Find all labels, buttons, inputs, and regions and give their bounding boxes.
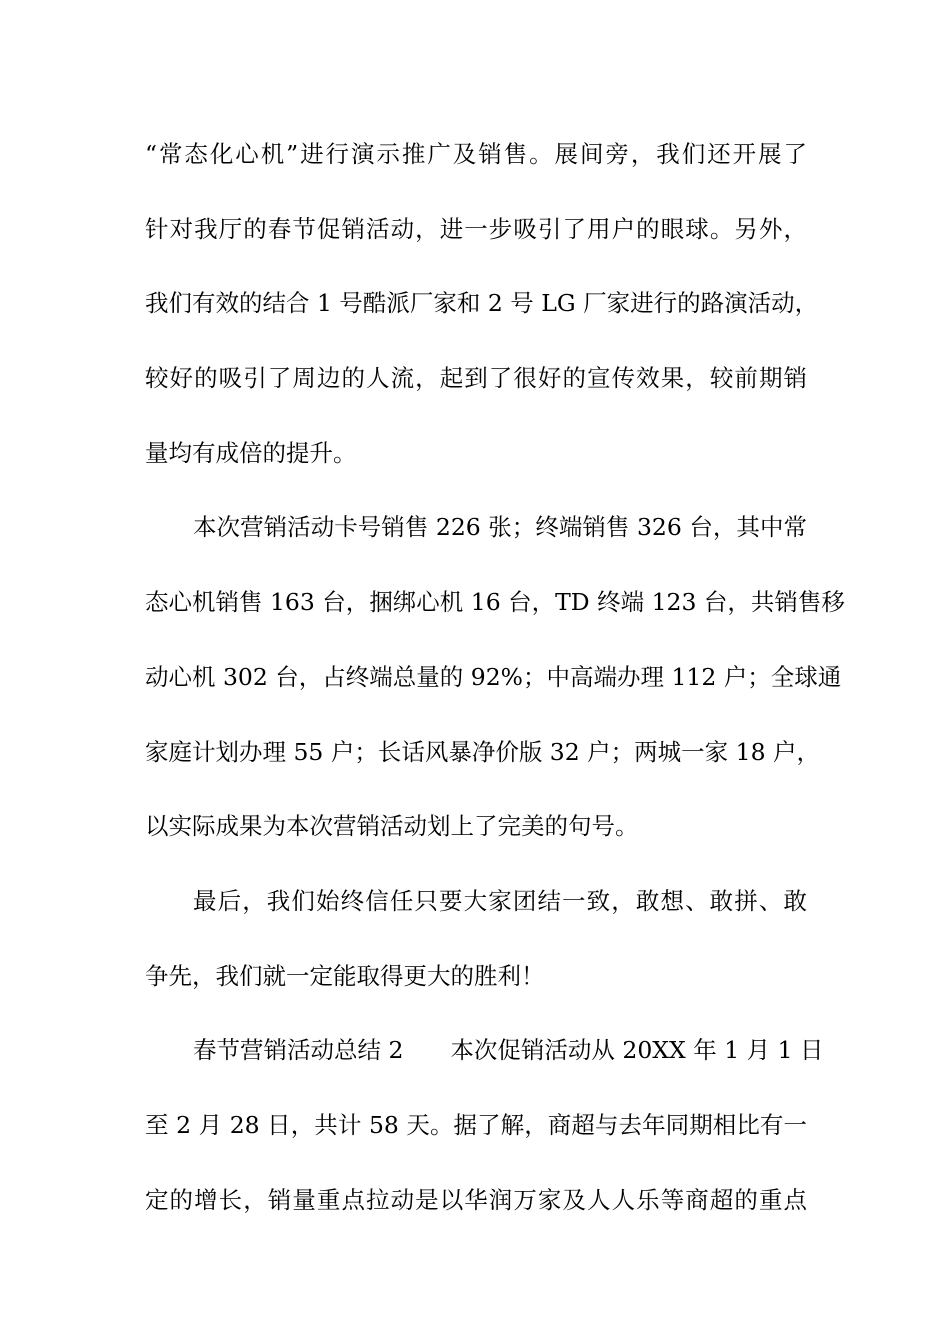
- text-line: 动心机 302 台，占终端总量的 92%；中高端办理 112 户；全球通: [145, 662, 842, 691]
- text-line: 家庭计划办理 55 户；长话风暴净价版 32 户；两城一家 18 户，: [145, 737, 821, 766]
- text-line: 本次营销活动卡号销售 226 张；终端销售 326 台，其中常: [193, 513, 807, 542]
- text-line: 以实际成果为本次营销活动划上了完美的句号。: [145, 812, 639, 841]
- text-line: 争先，我们就一定能取得更大的胜利！: [145, 961, 545, 990]
- document-body: [145, 130, 845, 1250]
- text-line: 定的增长，销量重点拉动是以华润万家及人人乐等商超的重点: [145, 1185, 807, 1214]
- text-line: 我们有效的结合 1 号酷派厂家和 2 号 LG 厂家进行的路演活动，: [145, 289, 819, 318]
- text-line: 态心机销售 163 台，捆绑心机 16 台，TD 终端 123 台，共销售移: [145, 588, 845, 617]
- text-line: 最后，我们始终信任只要大家团结一致，敢想、敢拼、敢: [193, 886, 807, 915]
- text-line: 春节营销活动总结 2 本次促销活动从 20XX 年 1 月 1 日: [193, 1036, 824, 1065]
- text-line: 较好的吸引了周边的人流，起到了很好的宣传效果，较前期销: [145, 364, 807, 393]
- text-line: 至 2 月 28 日，共计 58 天。据了解，商超与去年同期相比有一: [145, 1110, 807, 1139]
- text-line: 针对我厅的春节促销活动，进一步吸引了用户的眼球。另外，: [145, 214, 807, 243]
- text-line: “常态化心机”进行演示推广及销售。展间旁，我们还开展了: [145, 140, 807, 168]
- text-line: 量均有成倍的提升。: [145, 438, 357, 467]
